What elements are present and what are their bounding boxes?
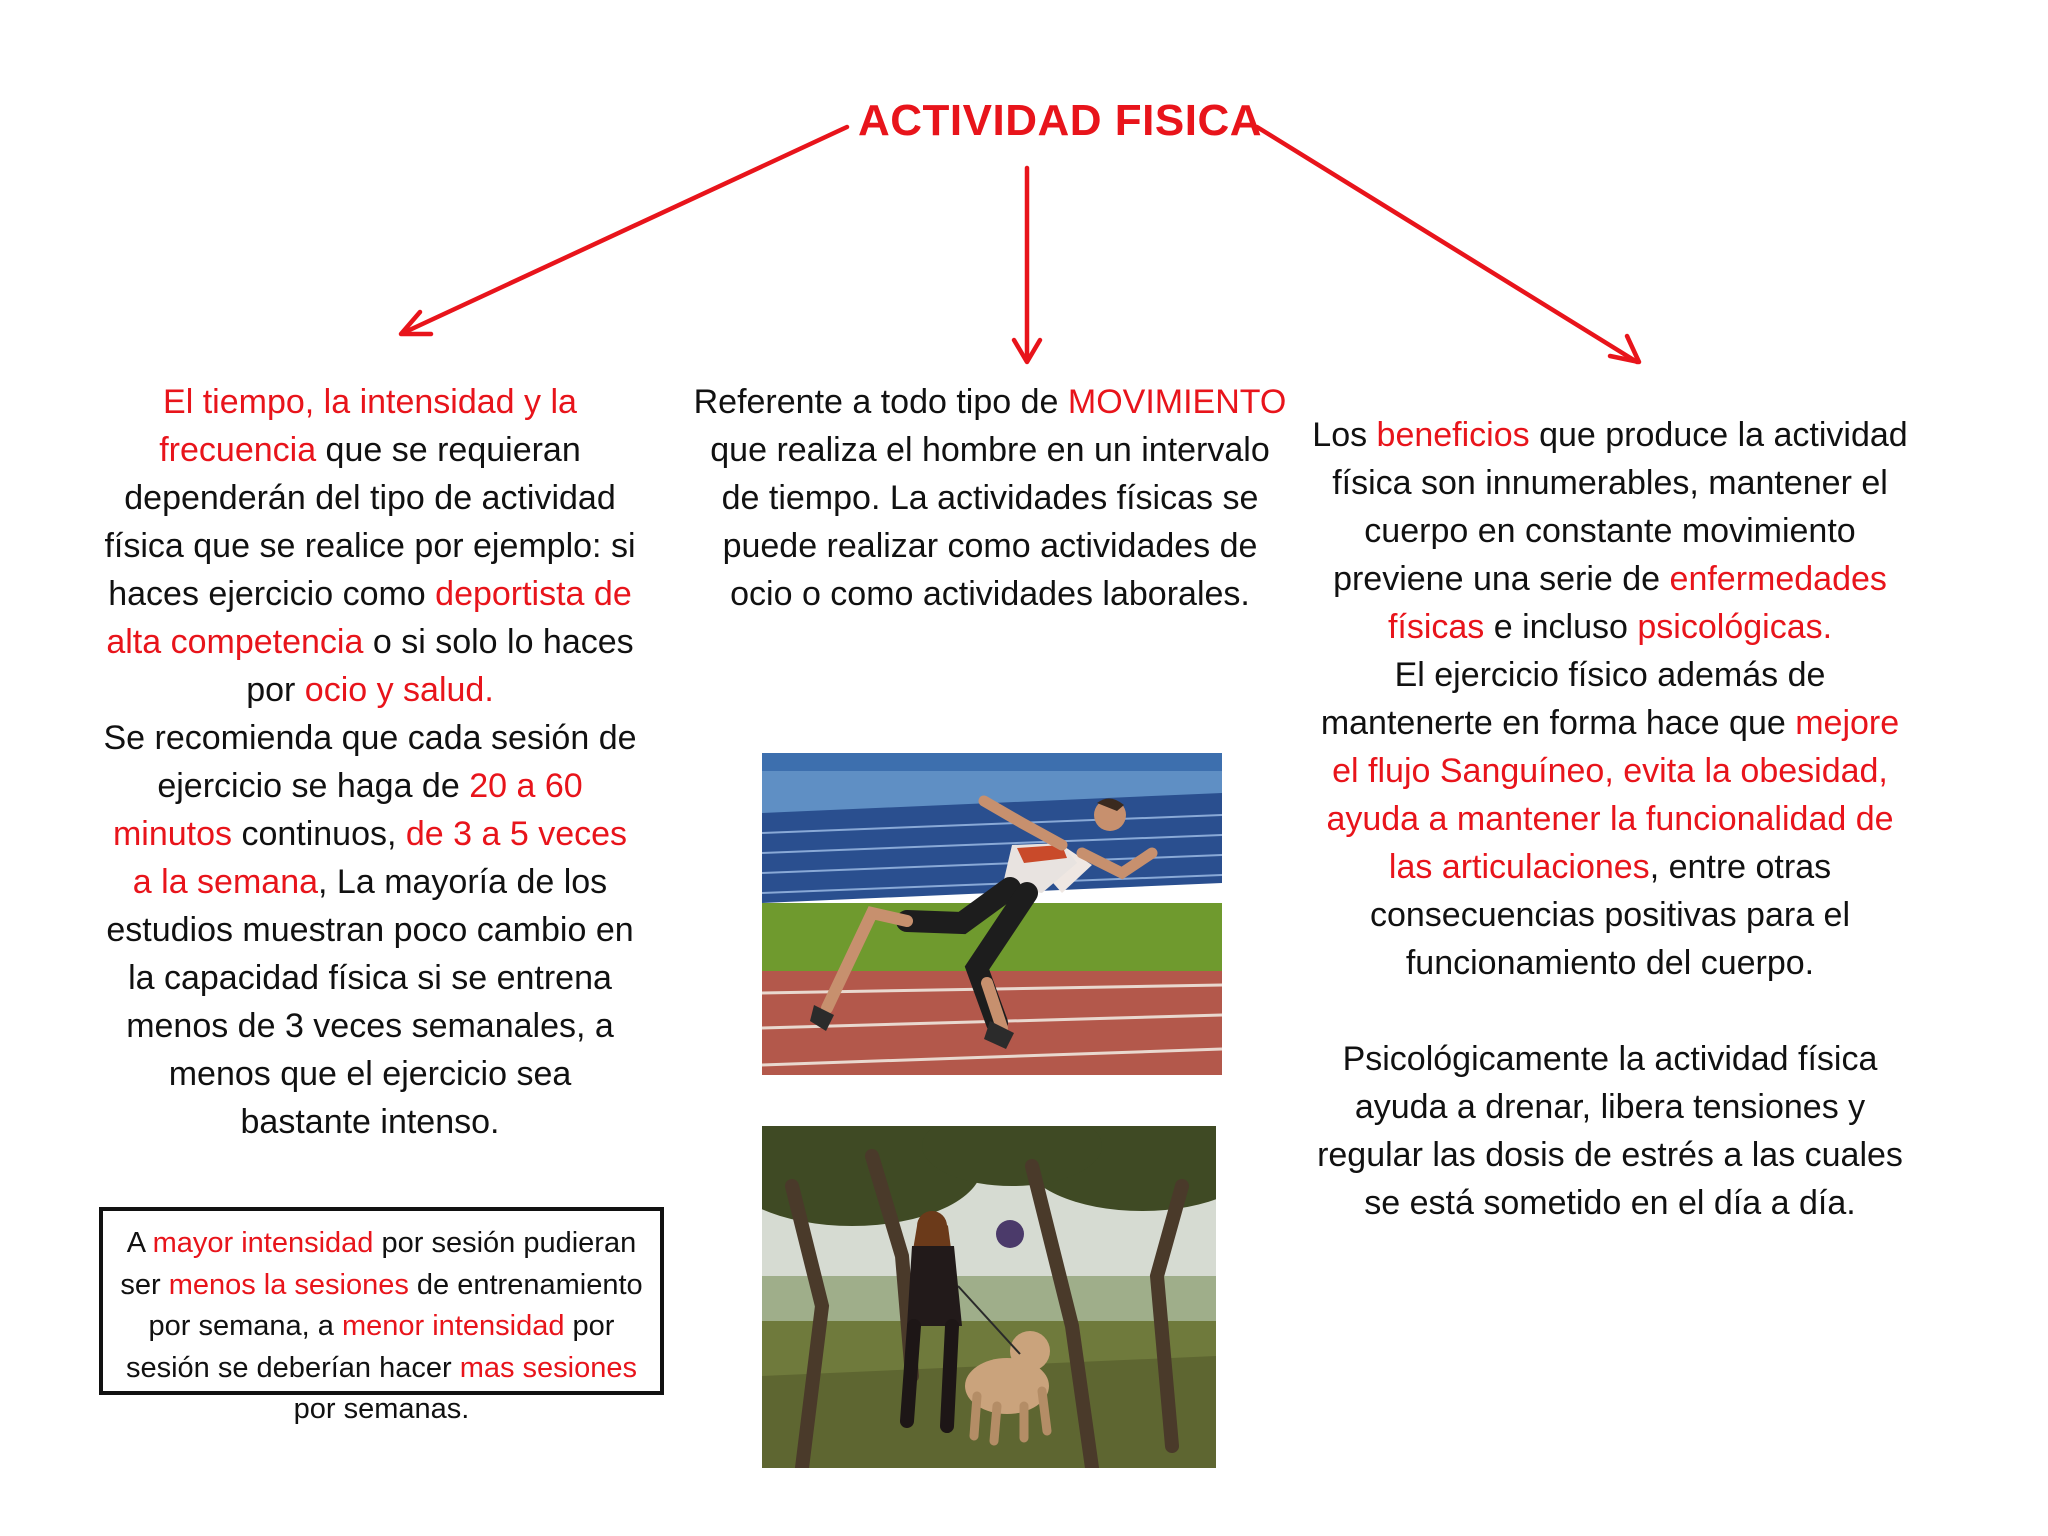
frequency-column: [100, 378, 640, 1146]
highlighted-text: mas sesiones: [459, 1351, 638, 1384]
highlighted-text: 20 a 60 minutos: [112, 767, 583, 853]
arrow-left: [403, 127, 847, 333]
highlighted-text: MOVIMIENTO: [1067, 383, 1287, 421]
body-text: Los: [1312, 416, 1377, 454]
body-text: por sesión se deberían hacer: [125, 1310, 615, 1384]
paragraph-spacer: [1310, 987, 1910, 1035]
body-text: por sesión pudieran ser: [120, 1227, 637, 1301]
highlighted-text: menos la sesiones: [168, 1268, 409, 1301]
highlighted-text: de 3 a 5 veces a la semana: [132, 815, 628, 901]
body-text: e incluso: [1484, 608, 1638, 646]
highlighted-text: El tiempo, la intensidad y la frecuencia: [159, 383, 577, 469]
body-text: , entre otras consecuencias positivas para el funcionamiento del cuerpo.: [1369, 848, 1851, 982]
body-text: A: [126, 1227, 153, 1259]
definition-column: [690, 378, 1290, 618]
body-text: o si solo lo haces por: [246, 623, 634, 709]
highlighted-text: beneficios: [1376, 416, 1530, 454]
body-text: Referente a todo tipo de: [693, 383, 1068, 421]
body-text: que produce la actividad física son innumerables, mantener el cuerpo en constante movimiento previene una serie de: [1332, 416, 1908, 598]
highlighted-text: ocio y salud.: [304, 671, 494, 709]
psychological-paragraph: [1310, 1035, 1910, 1227]
highlighted-text: mayor intensidad: [152, 1227, 374, 1259]
body-text: por semanas.: [293, 1393, 470, 1425]
highlighted-text: enfermedades físicas: [1387, 560, 1887, 646]
definition-paragraph: [690, 378, 1290, 618]
frequency-paragraph: [100, 378, 640, 714]
benefits-paragraph: [1310, 411, 1910, 651]
body-text: de entrenamiento por semana, a: [148, 1268, 643, 1342]
body-text: , La mayoría de los estudios muestran poco cambio en la capacidad física si se entrena menos de 3 veces semanales, a menos que el ejercicio sea bastante intenso.: [106, 863, 634, 1141]
dog-walk-photo: [762, 1126, 1216, 1468]
session-recommendation-paragraph: [100, 714, 640, 1146]
arrow-right: [1257, 127, 1637, 362]
diagram-title: ACTIVIDAD FISICA: [858, 96, 1262, 145]
exercise-effects-paragraph: [1310, 651, 1910, 987]
sprinter-photo: [762, 753, 1222, 1075]
highlighted-text: menor intensidad: [341, 1310, 565, 1342]
body-text: Psicológicamente la actividad física ayuda a drenar, libera tensiones y regular las dosis de estrés a las cuales se está sometido en el día a día.: [1317, 1040, 1903, 1222]
intensity-note-text: [117, 1223, 646, 1431]
benefits-column: [1310, 411, 1910, 1227]
body-text: que se requieran dependerán del tipo de actividad física que se realice por ejemplo: si haces ejercicio como: [104, 431, 636, 613]
body-text: El ejercicio físico además de mantenerte en forma hace que: [1320, 656, 1826, 742]
highlighted-text: mejore el flujo Sanguíneo, evita la obesidad, ayuda a mantener la funcionalidad de las articulaciones: [1326, 704, 1900, 886]
intensity-note-box: [99, 1207, 664, 1425]
highlighted-text: psicológicas.: [1637, 608, 1833, 646]
highlighted-text: deportista de alta competencia: [106, 575, 632, 661]
body-text: que realiza el hombre en un intervalo de tiempo. La actividades físicas se puede realizar como actividades de ocio o como actividades laborales.: [710, 431, 1270, 613]
body-text: continuos,: [232, 815, 406, 853]
body-text: Se recomienda que cada sesión de ejercicio se haga de: [103, 719, 637, 805]
